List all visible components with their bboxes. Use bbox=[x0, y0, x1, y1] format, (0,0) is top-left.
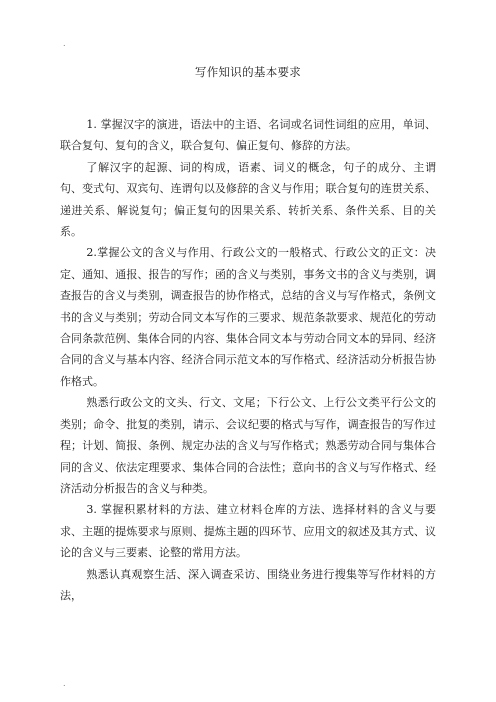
paragraph-4: 熟悉行政公文的文头、行文、文尾；下行公文、上行公文类平行公文的类别；命令、批复的类别，请示、会议纪要的格式与写作，调查报告的写作过程；计划、简报、条例、规定办法的含义与写作格式；熟悉劳动合同与集体合同的含义、依法定理要求、集体合同的合法性；意向书的含义与写作格式、经济活动分析报告的含义与种类。 bbox=[60, 396, 436, 495]
paragraph-1: 1. 掌握汉字的演进，语法中的主语、名词或名词性词组的应用，单词、联合复句、复句的含义，联合复句、偏正复句、修辞的方法。 bbox=[60, 118, 436, 153]
document-body bbox=[60, 114, 436, 606]
paragraph-3: 2.掌握公文的含义与作用、行政公文的一般格式、行政公文的正文：决定、通知、通报、报告的写作；函的含义与类别，事务文书的含义与类别，调查报告的含义与类别，调查报告的协作格式，总结的含义与写作格式，条例文书的含义与类别；劳动合同文本写作的三要求、规范条款要求、规范化的劳动合同条款范例、集体合同的内容、集体合同文本与劳动合同文本的异同、经济合同的含义与基本内容、经济合同示范文本的写作格式、经济活动分析报告协作格式。 bbox=[60, 246, 436, 388]
page-corner-mark-top: . bbox=[63, 39, 66, 48]
page-corner-mark-bottom: . bbox=[63, 679, 66, 688]
paragraph-2: 了解汉字的起源、词的构成，语素、词义的概念，句子的成分、主谓句、变式句、双宾句、连谓句以及修辞的含义与作用；联合复句的连贯关系、递进关系、解说复句；偏正复句的因果关系、转折关系、条件关系、目的关系。 bbox=[60, 160, 436, 239]
document-title: 写作知识的基本要求 bbox=[194, 65, 302, 79]
paragraph-5: 3. 掌握积累材料的方法、建立材料仓库的方法、选择材料的含义与要求、主题的提炼要求与原则、提炼主题的四环节、应用文的叙述及其方式、议论的含义与三要素、论整的常用方法。 bbox=[60, 503, 436, 560]
paragraph-6: 熟悉认真观察生活、深入调查采访、围绕业务进行搜集等写作材料的方法， bbox=[60, 567, 436, 602]
